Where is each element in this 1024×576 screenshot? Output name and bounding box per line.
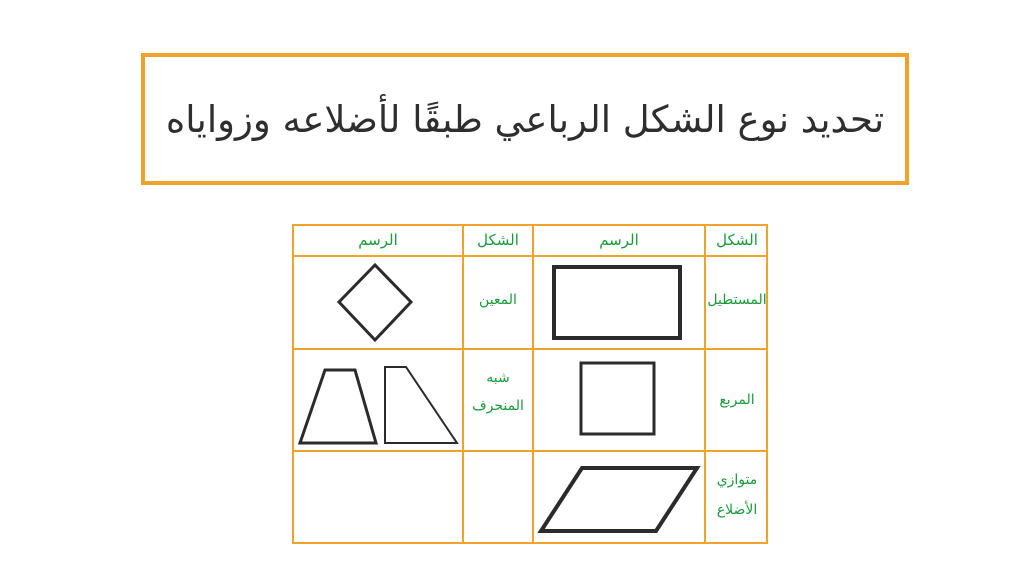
label-parallelogram-line1: متوازي [716,472,758,488]
isosceles-trapezoid-drawing [300,370,376,443]
parallelogram-drawing [541,468,697,531]
label-rhombus: المعين [479,292,517,308]
shapes-table [292,224,768,544]
shape-drawings [294,226,770,546]
page-title: تحديد نوع الشكل الرباعي طبقًا لأضلاعه وزواياه [165,97,885,141]
square-drawing [581,363,654,434]
header-drawing-right: الرسم [599,231,639,249]
label-trapezoid-line1: شبه [486,370,510,386]
label-parallelogram-line2: الأضلاع [716,502,758,518]
label-rectangle: المستطيل [707,292,767,308]
header-shape-left: الشكل [477,231,519,249]
rhombus-drawing [339,265,411,340]
label-square: المربع [719,392,755,408]
header-drawing-left: الرسم [358,231,398,249]
header-shape-right: الشكل [716,231,758,249]
label-trapezoid-line2: المنحرف [472,398,524,414]
title-box [141,53,909,185]
right-trapezoid-drawing [385,367,457,443]
rectangle-drawing [554,267,680,338]
